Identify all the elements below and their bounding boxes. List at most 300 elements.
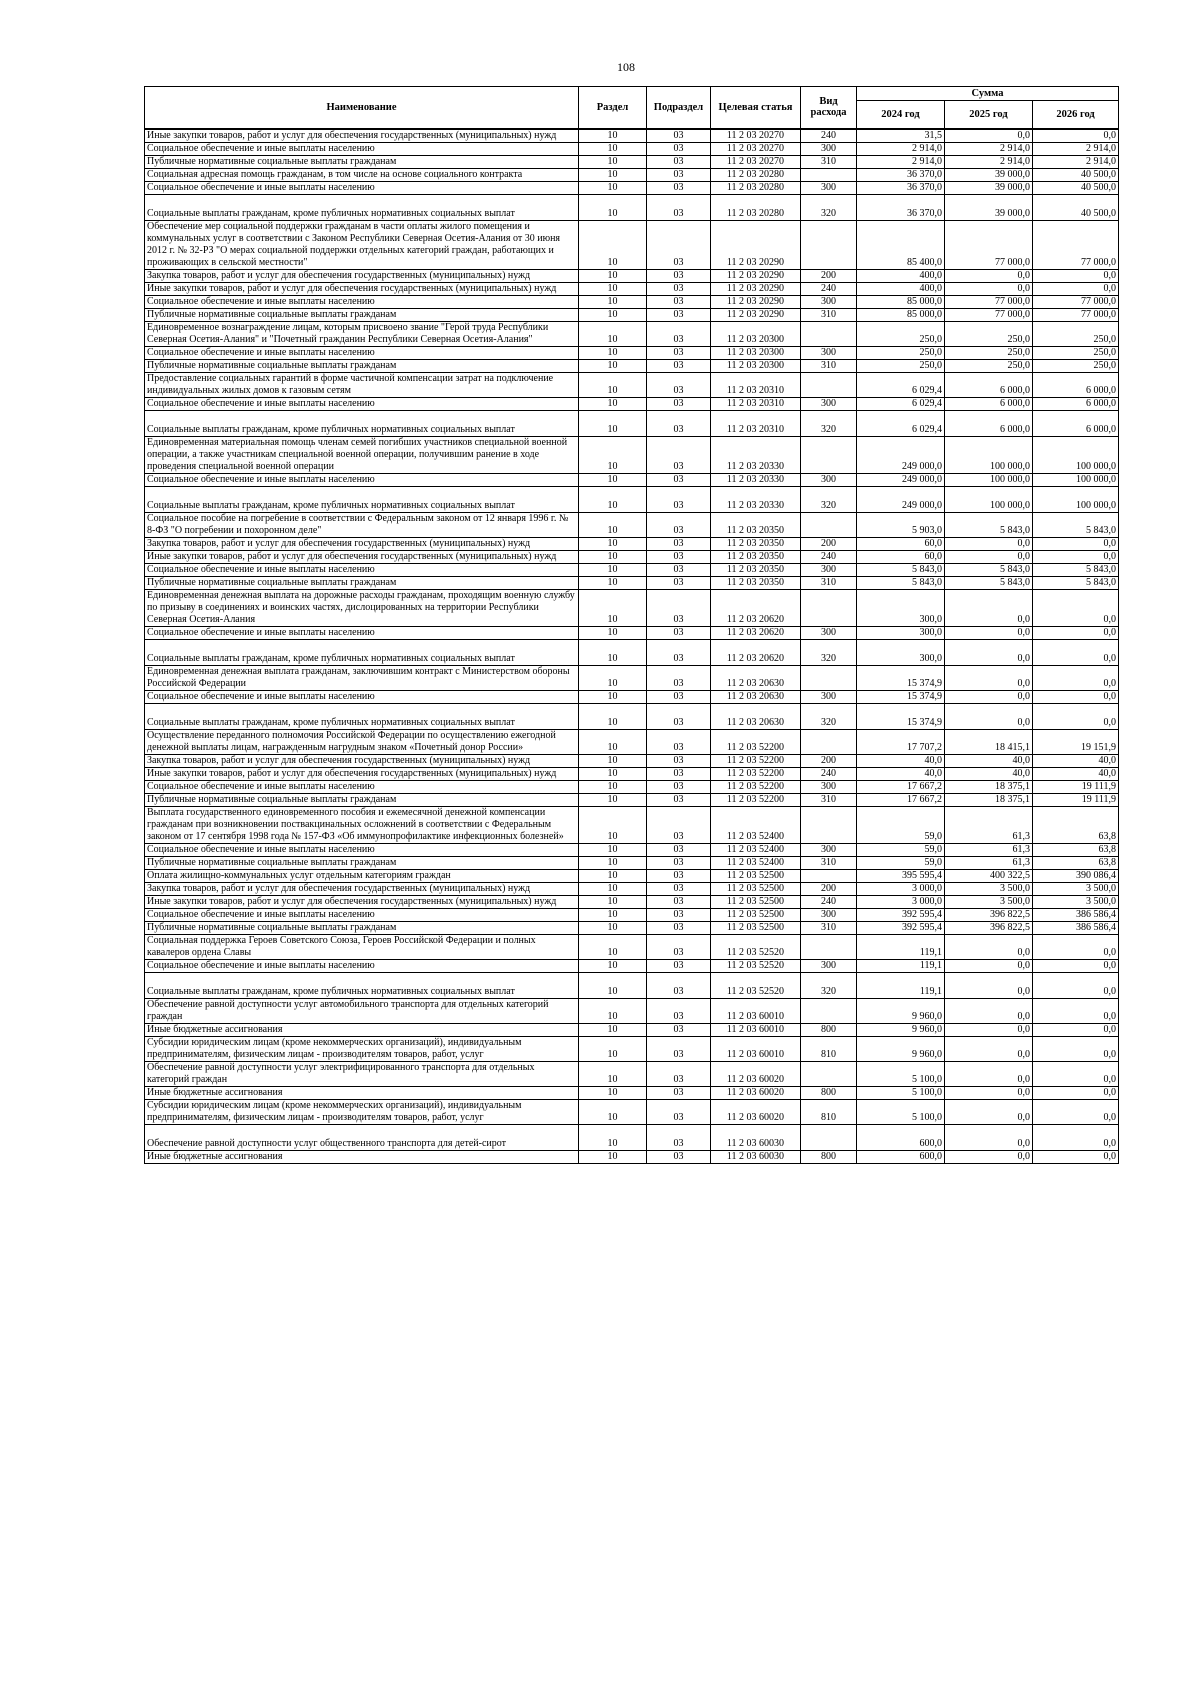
row-section: 10 [579,308,647,321]
row-amount-2026: 3 500,0 [1033,895,1119,908]
row-amount-2024: 60,0 [857,537,945,550]
row-amount-2025: 250,0 [945,321,1033,346]
table-header [145,87,1119,129]
row-name: Обеспечение равной доступности услуг электрифицированного транспорта для отдельных категорий граждан [145,1061,579,1086]
row-section: 10 [579,639,647,665]
row-name: Иные закупки товаров, работ и услуг для обеспечения государственных (муниципальных) нужд [145,895,579,908]
row-amount-2026: 0,0 [1033,1061,1119,1086]
row-amount-2026: 40 500,0 [1033,194,1119,220]
row-section: 10 [579,372,647,397]
row-amount-2024: 250,0 [857,321,945,346]
row-target: 11 2 03 60020 [711,1061,801,1086]
row-amount-2024: 31,5 [857,129,945,143]
row-expense-type [801,1061,857,1086]
row-section: 10 [579,754,647,767]
row-subsection: 03 [647,194,711,220]
row-amount-2025: 0,0 [945,626,1033,639]
row-amount-2026: 0,0 [1033,589,1119,626]
row-amount-2026: 0,0 [1033,282,1119,295]
row-target: 11 2 03 52400 [711,856,801,869]
row-expense-type: 300 [801,690,857,703]
row-subsection: 03 [647,436,711,473]
row-amount-2024: 249 000,0 [857,436,945,473]
table-row [145,780,1119,793]
row-section: 10 [579,155,647,168]
row-amount-2025: 39 000,0 [945,168,1033,181]
row-amount-2026: 250,0 [1033,321,1119,346]
row-amount-2024: 395 595,4 [857,869,945,882]
row-target: 11 2 03 60030 [711,1150,801,1163]
row-section: 10 [579,181,647,194]
row-subsection: 03 [647,576,711,589]
row-amount-2026: 77 000,0 [1033,308,1119,321]
row-expense-type: 800 [801,1086,857,1099]
row-amount-2025: 2 914,0 [945,142,1033,155]
table-row [145,972,1119,998]
row-section: 10 [579,563,647,576]
row-subsection: 03 [647,563,711,576]
row-amount-2024: 300,0 [857,626,945,639]
row-amount-2025: 0,0 [945,998,1033,1023]
row-expense-type: 320 [801,639,857,665]
row-name: Обеспечение равной доступности услуг общественного транспорта для детей-сирот [145,1124,579,1150]
table-row [145,129,1119,143]
row-amount-2026: 0,0 [1033,1150,1119,1163]
row-name: Социальные выплаты гражданам, кроме публичных нормативных социальных выплат [145,703,579,729]
row-amount-2026: 250,0 [1033,346,1119,359]
row-amount-2024: 85 000,0 [857,308,945,321]
row-subsection: 03 [647,921,711,934]
row-amount-2024: 60,0 [857,550,945,563]
row-target: 11 2 03 20330 [711,473,801,486]
row-target: 11 2 03 20630 [711,665,801,690]
row-section: 10 [579,142,647,155]
row-target: 11 2 03 20350 [711,550,801,563]
row-subsection: 03 [647,473,711,486]
row-expense-type: 320 [801,486,857,512]
row-expense-type: 300 [801,780,857,793]
row-amount-2025: 0,0 [945,639,1033,665]
row-amount-2025: 40,0 [945,754,1033,767]
row-name: Социальные выплаты гражданам, кроме публичных нормативных социальных выплат [145,639,579,665]
row-amount-2024: 600,0 [857,1124,945,1150]
row-name: Единовременное вознаграждение лицам, которым присвоено звание "Герой труда Республики Северная Осетия-Алания" и "Почетный гражданин Республики Северная Осетия-Алания" [145,321,579,346]
row-expense-type: 310 [801,359,857,372]
row-amount-2026: 386 586,4 [1033,908,1119,921]
row-target: 11 2 03 52520 [711,972,801,998]
row-name: Социальное обеспечение и иные выплаты населению [145,295,579,308]
row-target: 11 2 03 60010 [711,1023,801,1036]
row-section: 10 [579,410,647,436]
row-section: 10 [579,1150,647,1163]
row-target: 11 2 03 20330 [711,486,801,512]
row-amount-2025: 100 000,0 [945,436,1033,473]
row-expense-type [801,220,857,269]
row-name: Публичные нормативные социальные выплаты гражданам [145,856,579,869]
row-section: 10 [579,729,647,754]
table-row [145,550,1119,563]
row-target: 11 2 03 20270 [711,129,801,143]
row-amount-2024: 3 000,0 [857,895,945,908]
row-amount-2026: 0,0 [1033,269,1119,282]
row-amount-2024: 9 960,0 [857,998,945,1023]
row-section: 10 [579,895,647,908]
table-row [145,372,1119,397]
table-row [145,346,1119,359]
row-subsection: 03 [647,220,711,269]
row-name: Обеспечение равной доступности услуг автомобильного транспорта для отдельных категорий граждан [145,998,579,1023]
header-subsection: Подраздел [647,87,711,129]
row-target: 11 2 03 60020 [711,1086,801,1099]
row-amount-2026: 100 000,0 [1033,436,1119,473]
row-expense-type: 300 [801,843,857,856]
row-target: 11 2 03 20630 [711,690,801,703]
row-name: Публичные нормативные социальные выплаты гражданам [145,359,579,372]
row-expense-type: 300 [801,295,857,308]
header-target: Целевая статья [711,87,801,129]
row-subsection: 03 [647,397,711,410]
row-amount-2025: 61,3 [945,843,1033,856]
row-name: Субсидии юридическим лицам (кроме некоммерческих организаций), индивидуальным предпринимателям, физическим лицам - производителям товаров, работ, услуг [145,1036,579,1061]
row-subsection: 03 [647,793,711,806]
row-target: 11 2 03 20300 [711,346,801,359]
row-subsection: 03 [647,1086,711,1099]
row-amount-2025: 0,0 [945,1124,1033,1150]
row-amount-2026: 0,0 [1033,934,1119,959]
row-subsection: 03 [647,843,711,856]
row-section: 10 [579,921,647,934]
row-amount-2026: 0,0 [1033,690,1119,703]
row-amount-2024: 17 667,2 [857,793,945,806]
table-row [145,843,1119,856]
table-row [145,908,1119,921]
table-row [145,397,1119,410]
row-amount-2025: 100 000,0 [945,473,1033,486]
row-amount-2024: 5 100,0 [857,1099,945,1124]
row-subsection: 03 [647,690,711,703]
row-name: Социальное обеспечение и иные выплаты населению [145,397,579,410]
row-amount-2026: 63,8 [1033,843,1119,856]
row-amount-2025: 6 000,0 [945,410,1033,436]
table-row [145,308,1119,321]
row-subsection: 03 [647,639,711,665]
row-subsection: 03 [647,321,711,346]
row-amount-2026: 19 111,9 [1033,780,1119,793]
row-target: 11 2 03 60010 [711,998,801,1023]
row-amount-2026: 390 086,4 [1033,869,1119,882]
row-amount-2025: 2 914,0 [945,155,1033,168]
table-row [145,576,1119,589]
row-name: Социальные выплаты гражданам, кроме публичных нормативных социальных выплат [145,486,579,512]
table-row [145,793,1119,806]
row-amount-2024: 5 100,0 [857,1061,945,1086]
row-amount-2024: 5 843,0 [857,563,945,576]
row-section: 10 [579,793,647,806]
row-expense-type: 240 [801,550,857,563]
row-amount-2025: 6 000,0 [945,372,1033,397]
row-amount-2024: 36 370,0 [857,168,945,181]
row-name: Социальное обеспечение и иные выплаты населению [145,346,579,359]
row-amount-2024: 6 029,4 [857,410,945,436]
row-expense-type: 240 [801,895,857,908]
row-amount-2024: 40,0 [857,754,945,767]
table-row [145,512,1119,537]
row-amount-2026: 100 000,0 [1033,486,1119,512]
row-section: 10 [579,436,647,473]
row-expense-type: 320 [801,703,857,729]
row-section: 10 [579,869,647,882]
row-amount-2024: 36 370,0 [857,194,945,220]
row-name: Публичные нормативные социальные выплаты гражданам [145,155,579,168]
row-section: 10 [579,473,647,486]
header-year-2025: 2025 год [945,101,1033,129]
row-amount-2024: 17 707,2 [857,729,945,754]
row-amount-2024: 59,0 [857,806,945,843]
row-amount-2026: 0,0 [1033,537,1119,550]
row-subsection: 03 [647,869,711,882]
row-section: 10 [579,220,647,269]
table-row [145,1023,1119,1036]
row-target: 11 2 03 20620 [711,639,801,665]
row-name: Осуществление переданного полномочия Российской Федерации по осуществлению ежегодной денежной выплаты лицам, награжденным нагрудным знаком «Почетный донор России» [145,729,579,754]
row-amount-2026: 0,0 [1033,998,1119,1023]
row-name: Единовременная материальная помощь членам семей погибших участников специальной военной операции, а также участникам специальной военной операции, получившим ранение в ходе проведения специальной военной операции [145,436,579,473]
table-row [145,639,1119,665]
row-section: 10 [579,767,647,780]
header-year-2024: 2024 год [857,101,945,129]
row-target: 11 2 03 20270 [711,155,801,168]
row-amount-2026: 40 500,0 [1033,181,1119,194]
row-amount-2025: 0,0 [945,1086,1033,1099]
row-section: 10 [579,998,647,1023]
table-row [145,934,1119,959]
row-target: 11 2 03 20290 [711,282,801,295]
row-name: Единовременная денежная выплата на дорожные расходы гражданам, проходящим военную службу по призыву в соединениях и воинских частях, дислоцированных на территории Республики Северная Осетия-Алания [145,589,579,626]
row-amount-2024: 15 374,9 [857,703,945,729]
row-expense-type: 200 [801,882,857,895]
row-name: Иные закупки товаров, работ и услуг для обеспечения государственных (муниципальных) нужд [145,550,579,563]
row-section: 10 [579,1036,647,1061]
row-name: Закупка товаров, работ и услуг для обеспечения государственных (муниципальных) нужд [145,754,579,767]
row-amount-2026: 40,0 [1033,754,1119,767]
row-expense-type: 240 [801,282,857,295]
row-amount-2025: 0,0 [945,129,1033,143]
row-name: Иные закупки товаров, работ и услуг для обеспечения государственных (муниципальных) нужд [145,767,579,780]
row-target: 11 2 03 20290 [711,269,801,282]
table-row [145,869,1119,882]
row-target: 11 2 03 52400 [711,843,801,856]
table-row [145,626,1119,639]
row-expense-type: 200 [801,269,857,282]
row-amount-2026: 6 000,0 [1033,410,1119,436]
row-name: Социальное обеспечение и иные выплаты населению [145,181,579,194]
row-section: 10 [579,1124,647,1150]
table-row [145,882,1119,895]
row-name: Иные бюджетные ассигнования [145,1086,579,1099]
table-row [145,703,1119,729]
row-amount-2025: 5 843,0 [945,512,1033,537]
row-amount-2025: 0,0 [945,1061,1033,1086]
table-row [145,321,1119,346]
row-amount-2024: 300,0 [857,639,945,665]
row-target: 11 2 03 20290 [711,295,801,308]
row-subsection: 03 [647,1124,711,1150]
page-number: 108 [617,60,635,74]
row-amount-2025: 396 822,5 [945,921,1033,934]
row-section: 10 [579,486,647,512]
table-row [145,1150,1119,1163]
row-amount-2026: 0,0 [1033,1036,1119,1061]
row-section: 10 [579,269,647,282]
row-expense-type [801,436,857,473]
row-amount-2025: 77 000,0 [945,295,1033,308]
header-sum: Сумма [857,87,1119,101]
row-amount-2025: 0,0 [945,1099,1033,1124]
row-subsection: 03 [647,410,711,436]
row-amount-2024: 250,0 [857,346,945,359]
row-amount-2025: 0,0 [945,703,1033,729]
table-row [145,1061,1119,1086]
row-expense-type: 300 [801,563,857,576]
row-amount-2025: 0,0 [945,550,1033,563]
row-expense-type [801,321,857,346]
row-amount-2026: 0,0 [1033,1086,1119,1099]
row-expense-type [801,869,857,882]
row-target: 11 2 03 52400 [711,806,801,843]
row-amount-2025: 18 375,1 [945,780,1033,793]
row-expense-type: 310 [801,576,857,589]
row-expense-type: 320 [801,194,857,220]
row-name: Выплата государственного единовременного пособия и ежемесячной денежной компенсации гражданам при возникновении поствакцинальных осложнений в соответствии с Федеральным законом от 17 сентября 1998 года № 157-ФЗ «Об иммунопрофилактике инфекционных болезней» [145,806,579,843]
row-target: 11 2 03 52520 [711,934,801,959]
row-amount-2025: 100 000,0 [945,486,1033,512]
row-section: 10 [579,959,647,972]
row-expense-type: 320 [801,410,857,436]
row-amount-2024: 6 029,4 [857,397,945,410]
row-section: 10 [579,882,647,895]
row-section: 10 [579,129,647,143]
row-amount-2026: 2 914,0 [1033,155,1119,168]
row-amount-2024: 59,0 [857,856,945,869]
row-section: 10 [579,397,647,410]
row-target: 11 2 03 52200 [711,767,801,780]
row-expense-type: 300 [801,959,857,972]
row-expense-type: 310 [801,155,857,168]
row-expense-type [801,806,857,843]
row-name: Социальная адресная помощь гражданам, в том числе на основе социального контракта [145,168,579,181]
row-expense-type: 300 [801,142,857,155]
row-subsection: 03 [647,537,711,550]
row-amount-2026: 63,8 [1033,856,1119,869]
row-amount-2026: 77 000,0 [1033,295,1119,308]
row-section: 10 [579,295,647,308]
row-amount-2024: 249 000,0 [857,473,945,486]
row-target: 11 2 03 52200 [711,793,801,806]
row-section: 10 [579,856,647,869]
row-amount-2026: 0,0 [1033,1124,1119,1150]
row-amount-2025: 40,0 [945,767,1033,780]
row-expense-type: 300 [801,473,857,486]
row-section: 10 [579,908,647,921]
row-target: 11 2 03 20280 [711,194,801,220]
row-subsection: 03 [647,895,711,908]
table-row [145,856,1119,869]
row-expense-type: 300 [801,397,857,410]
row-expense-type [801,934,857,959]
row-name: Закупка товаров, работ и услуг для обеспечения государственных (муниципальных) нужд [145,882,579,895]
row-subsection: 03 [647,856,711,869]
row-expense-type: 200 [801,537,857,550]
table-row [145,1124,1119,1150]
row-expense-type [801,665,857,690]
row-target: 11 2 03 20310 [711,410,801,436]
row-amount-2024: 400,0 [857,282,945,295]
table-row [145,359,1119,372]
row-section: 10 [579,359,647,372]
row-section: 10 [579,690,647,703]
row-expense-type: 310 [801,921,857,934]
row-target: 11 2 03 20280 [711,168,801,181]
row-name: Иные закупки товаров, работ и услуг для обеспечения государственных (муниципальных) нужд [145,282,579,295]
row-amount-2024: 85 400,0 [857,220,945,269]
row-target: 11 2 03 20310 [711,397,801,410]
row-amount-2026: 5 843,0 [1033,576,1119,589]
row-subsection: 03 [647,295,711,308]
row-name: Публичные нормативные социальные выплаты гражданам [145,793,579,806]
row-amount-2024: 59,0 [857,843,945,856]
row-amount-2026: 0,0 [1033,703,1119,729]
table-row [145,1099,1119,1124]
table-row [145,181,1119,194]
row-amount-2025: 0,0 [945,972,1033,998]
table-row [145,690,1119,703]
row-subsection: 03 [647,998,711,1023]
row-section: 10 [579,806,647,843]
row-subsection: 03 [647,269,711,282]
row-amount-2024: 15 374,9 [857,690,945,703]
table-row [145,806,1119,843]
row-expense-type [801,512,857,537]
row-name: Субсидии юридическим лицам (кроме некоммерческих организаций), индивидуальным предпринимателям, физическим лицам - производителям товаров, работ, услуг [145,1099,579,1124]
row-amount-2024: 3 000,0 [857,882,945,895]
row-expense-type: 300 [801,346,857,359]
row-target: 11 2 03 20350 [711,576,801,589]
row-expense-type: 300 [801,908,857,921]
row-amount-2024: 9 960,0 [857,1023,945,1036]
header-name: Наименование [145,87,579,129]
row-expense-type [801,998,857,1023]
row-subsection: 03 [647,346,711,359]
row-subsection: 03 [647,512,711,537]
row-target: 11 2 03 60030 [711,1124,801,1150]
row-amount-2025: 77 000,0 [945,308,1033,321]
row-amount-2025: 39 000,0 [945,194,1033,220]
row-expense-type: 810 [801,1036,857,1061]
row-section: 10 [579,512,647,537]
table-row [145,754,1119,767]
row-name: Закупка товаров, работ и услуг для обеспечения государственных (муниципальных) нужд [145,269,579,282]
table-row [145,959,1119,972]
row-name: Социальное обеспечение и иные выплаты населению [145,843,579,856]
row-amount-2024: 5 843,0 [857,576,945,589]
row-amount-2025: 0,0 [945,665,1033,690]
table-row [145,220,1119,269]
row-name: Иные закупки товаров, работ и услуг для обеспечения государственных (муниципальных) нужд [145,129,579,143]
row-name: Социальное пособие на погребение в соответствии с Федеральным законом от 12 января 1996 г. № 8-ФЗ "О погребении и похоронном деле" [145,512,579,537]
row-amount-2026: 0,0 [1033,1023,1119,1036]
row-amount-2025: 61,3 [945,856,1033,869]
row-target: 11 2 03 20300 [711,359,801,372]
